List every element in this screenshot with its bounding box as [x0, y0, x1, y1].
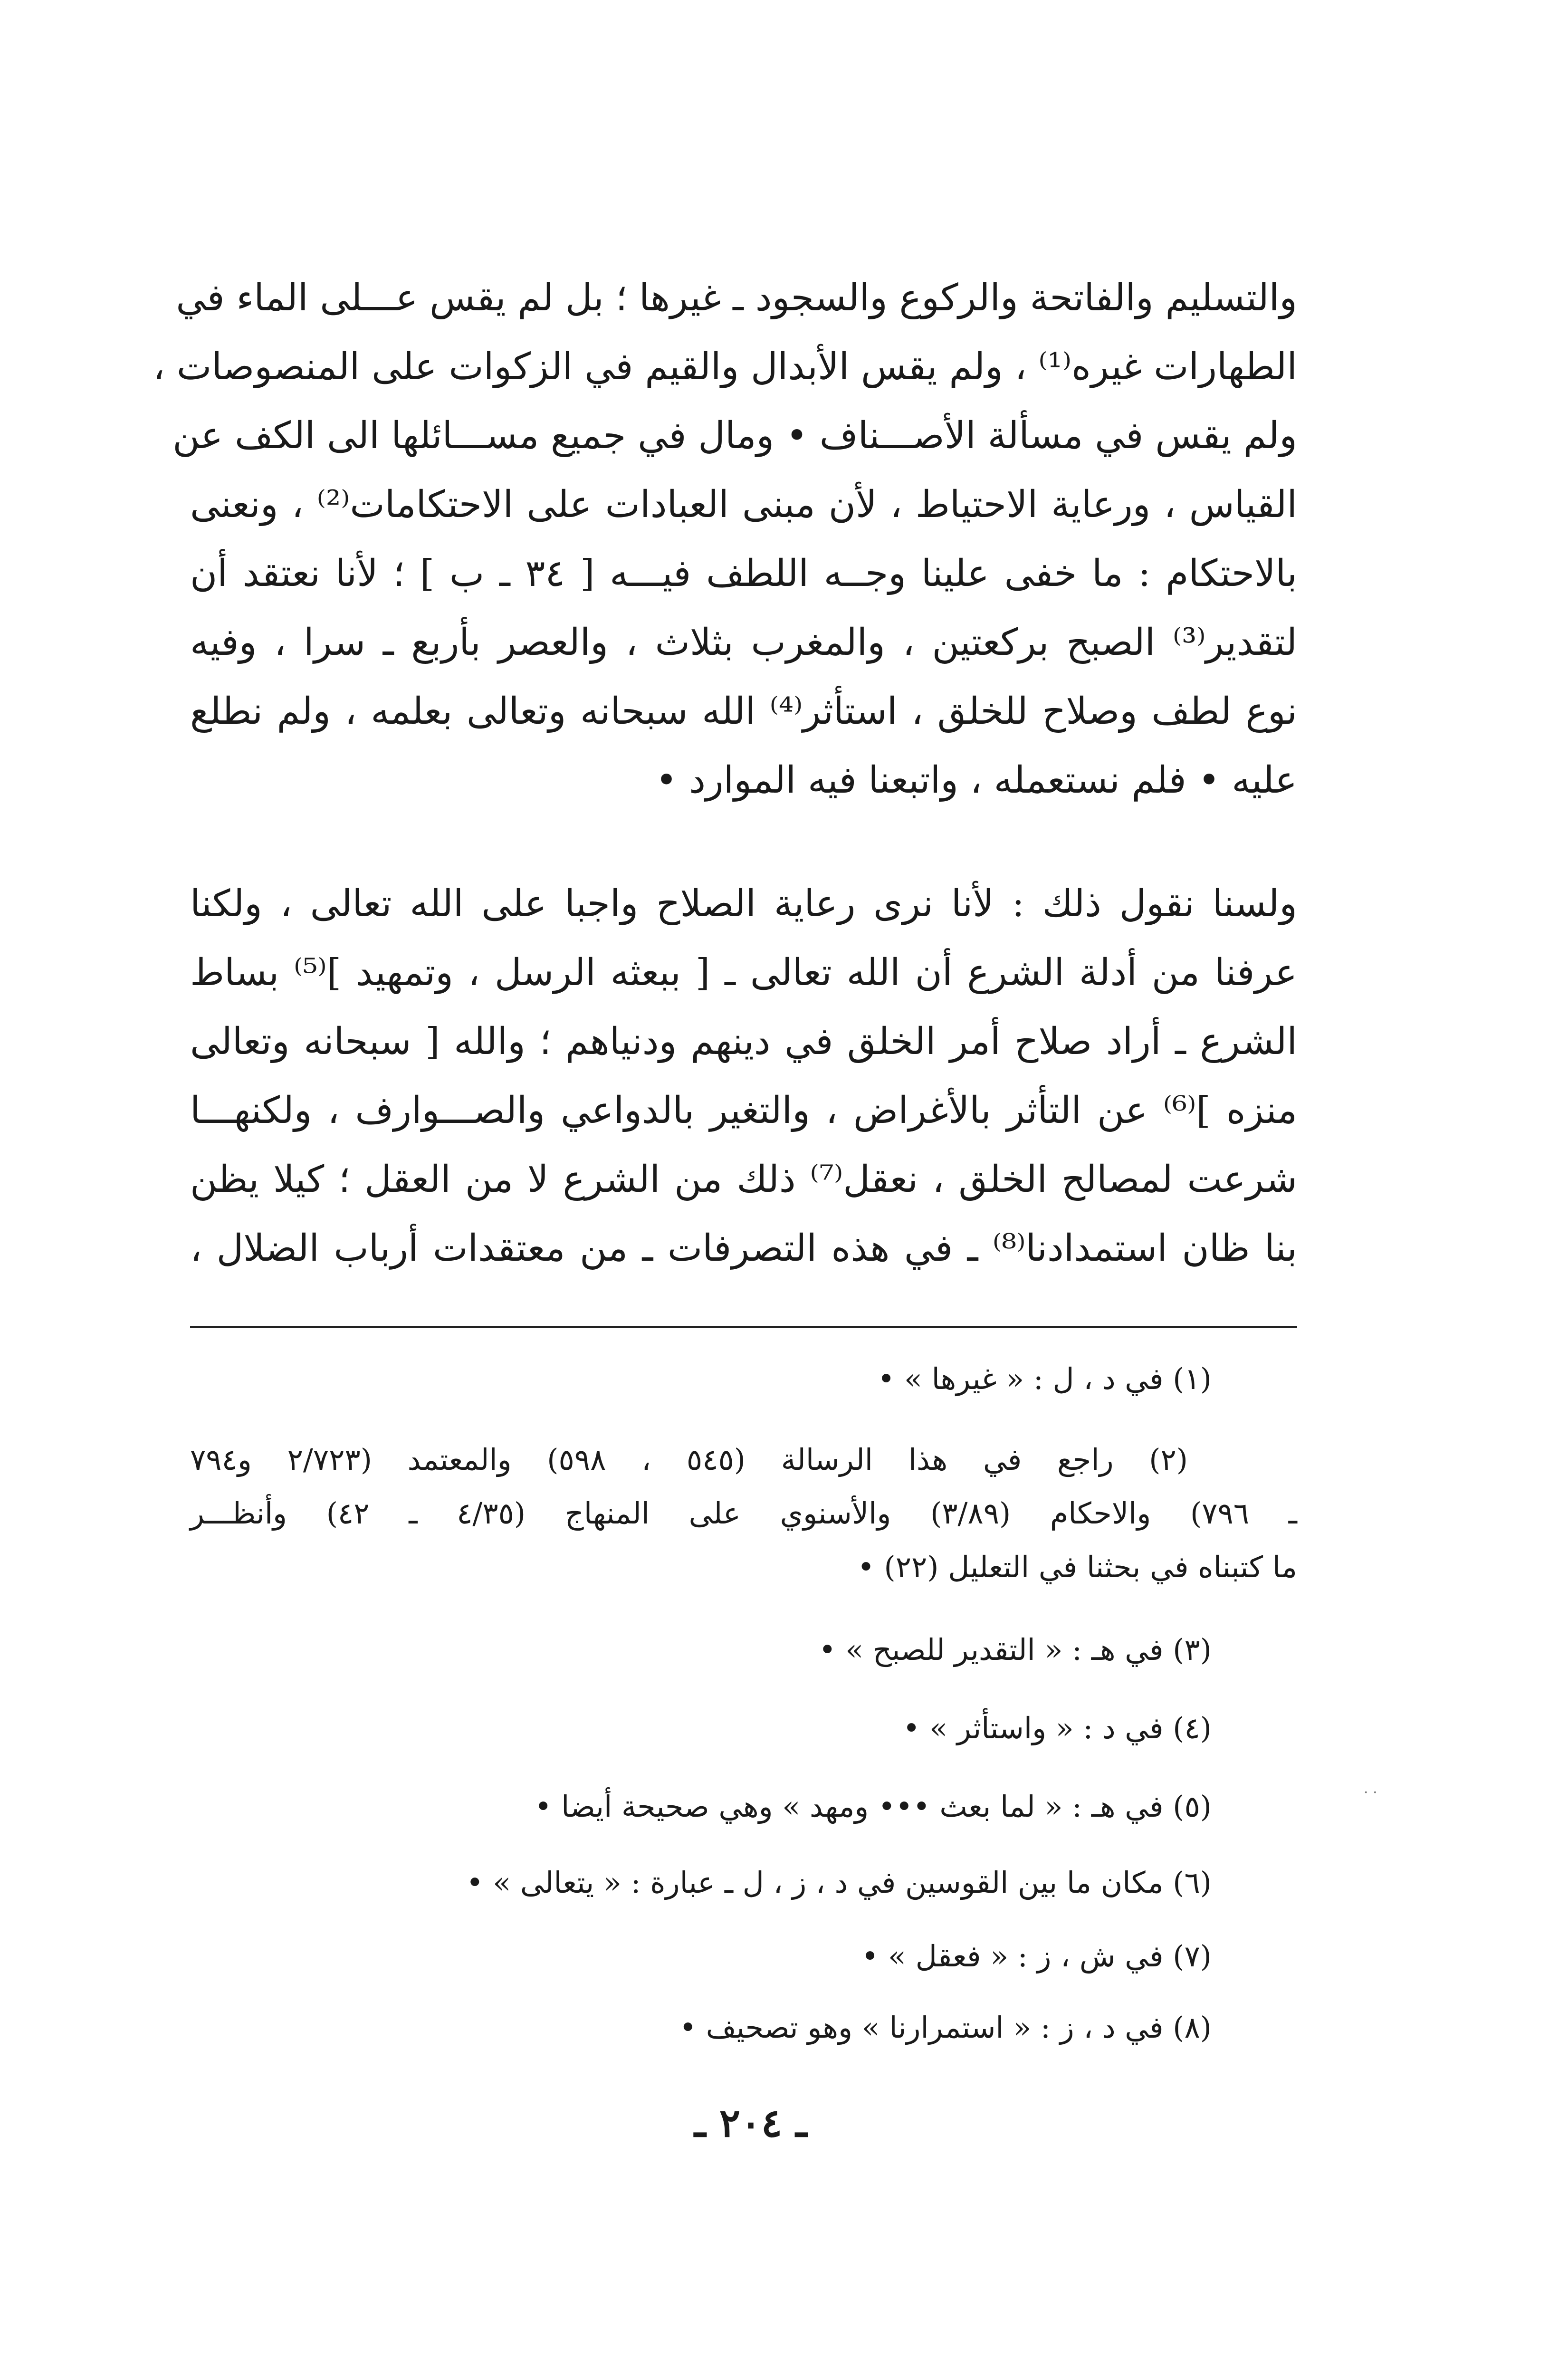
footnote-2-line-3: ما كتبناه في بحثنا في التعليل (٢٢) •	[857, 1550, 1297, 1584]
footnote-6-block	[190, 1856, 1212, 1909]
text-line: منزه ]⁽⁶⁾ عن التأثر بالأغراض ، والتغير بالدواعي والصـــوارف ، ولكنهـــا	[190, 1089, 1297, 1132]
footnote-3-block	[190, 1623, 1212, 1677]
footnote-7: (٧) في ش ، ز : « فعقل » •	[861, 1939, 1212, 1974]
text-line: القياس ، ورعاية الاحتياط ، لأن مبنى العبادات على الاحتكامات⁽²⁾ ، ونعنى	[190, 483, 1298, 526]
page-number: ـ ٢٠٤ ـ	[694, 2100, 807, 2146]
scan-speck: · ·	[1364, 1784, 1377, 1801]
text-line: نوع لطف وصلاح للخلق ، استأثر⁽⁴⁾ الله سبحانه وتعالى بعلمه ، ولم نطلع	[190, 690, 1298, 733]
footnote-1-block	[190, 1352, 1212, 1406]
footnote-1: (١) في د ، ل : « غيرها » •	[877, 1361, 1212, 1396]
text-line: الطهارات غيره⁽¹⁾ ، ولم يقس الأبدال والقيم في الزكوات على المنصوصات ،	[153, 345, 1297, 388]
text-line: بنا ظان استمدادنا⁽⁸⁾ ـ في هذه التصرفات ـ من معتقدات أرباب الضلال ،	[190, 1227, 1298, 1270]
text-line: شرعت لمصالح الخلق ، نعقل⁽⁷⁾ ذلك من الشرع لا من العقل ؛ كيلا يظن	[190, 1158, 1297, 1201]
footnote-2-block	[190, 1433, 1297, 1594]
text-line: عرفنا من أدلة الشرع أن الله تعالى ـ [ ببعثه الرسل ، وتمهيد ]⁽⁵⁾ بساط	[190, 951, 1297, 994]
footnote-separator	[190, 1326, 1297, 1328]
footnote-5: (٥) في هـ : « لما بعث ••• ومهد » وهي صحيحة أيضا •	[534, 1789, 1212, 1824]
footnote-6: (٦) مكان ما بين القوسين في د ، ز ، ل ـ عبارة : « يتعالى » •	[466, 1865, 1212, 1900]
text-line: ولم يقس في مسألة الأصـــناف • ومال في جميع مســـائلها الى الكف عن	[172, 414, 1297, 457]
footnote-3: (٣) في هـ : « التقدير للصبح » •	[819, 1632, 1212, 1667]
footnote-8: (٨) في د ، ز : « استمرارنا » وهو تصحيف •	[679, 2010, 1212, 2045]
text-line: ولسنا نقول ذلك : لأنا نرى رعاية الصلاح واجبا على الله تعالى ، ولكنا	[190, 882, 1297, 925]
footnote-7-block	[190, 1929, 1212, 1983]
paragraph-1	[153, 264, 1298, 815]
text-line: الشرع ـ أراد صلاح أمر الخلق في دينهم ودنياهم ؛ والله [ سبحانه وتعالى	[190, 1020, 1297, 1063]
footnote-5-block	[190, 1780, 1212, 1833]
text-line: عليه • فلم نستعمله ، واتبعنا فيه الموارد •	[655, 759, 1297, 802]
footnote-2-line-1: (٢) راجع في هذا الرسالة (٥٤٥ ، ٥٩٨) والمعتمد (٢/٧٢٣ و٧٩٤	[190, 1442, 1188, 1477]
footnote-4: (٤) في د : « واستأثر » •	[902, 1711, 1212, 1745]
text-line: لتقدير⁽³⁾ الصبح بركعتين ، والمغرب بثلاث ، والعصر بأربع ـ سرا ، وفيه	[190, 621, 1297, 664]
text-line: والتسليم والفاتحة والركوع والسجود ـ غيرها ؛ بل لم يقس عـــلى الماء في	[176, 277, 1297, 319]
footnote-4-block	[190, 1701, 1212, 1755]
footnote-2-line-2: ـ ٧٩٦) والاحكام (٣/٨٩) والأسنوي على المنهاج (٤/٣٥ ـ ٤٢) وأنظـــر	[190, 1496, 1297, 1531]
footnote-8-block	[190, 2001, 1212, 2054]
paragraph-2	[190, 870, 1297, 1283]
text-line: بالاحتكام : ما خفى علينا وجــه اللطف فيـــه [ ٣٤ ـ ب ] ؛ لأنا نعتقد أن	[190, 552, 1298, 595]
